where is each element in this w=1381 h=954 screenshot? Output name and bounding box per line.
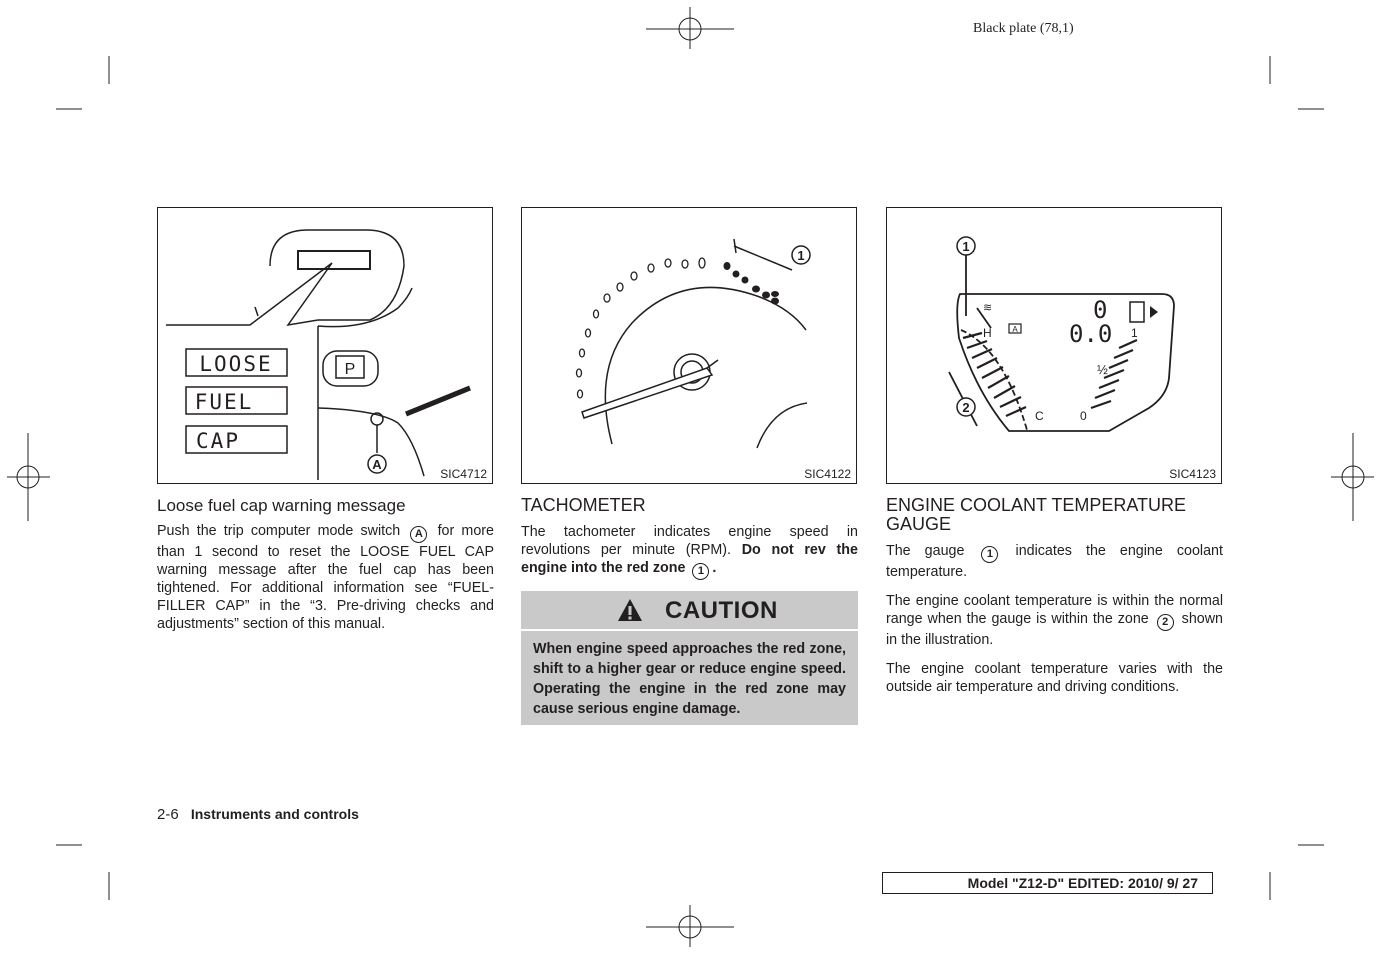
caution-header <box>521 591 858 629</box>
fuel-half-label: ½ <box>1097 362 1108 377</box>
digit-top: 0 <box>1093 296 1108 324</box>
section-loose-fuel-cap <box>157 496 494 644</box>
callout-2: 2 <box>962 400 970 415</box>
caution-body: When engine speed approaches the red zone, shift to a higher gear or reduce engine speed. Operating the engine in the red zone may cause serious engine damage. <box>521 631 858 725</box>
zone-ref: 2 <box>1157 614 1174 631</box>
callout-1: 1 <box>797 248 805 263</box>
caution-title: CAUTION <box>665 597 778 624</box>
digit-bottom: 0.0 <box>1069 320 1113 348</box>
red-zone-ref: 1 <box>692 563 709 580</box>
figure-code: SIC4712 <box>440 467 487 481</box>
page-footer <box>157 806 359 823</box>
tachometer-illustration <box>522 208 858 485</box>
figure-code: SIC4122 <box>804 467 851 481</box>
red-zone-dots <box>724 262 780 305</box>
display-cap: CAP <box>196 429 240 453</box>
coolant-paragraph-2: The engine coolant temperature is within the normal range when the gauge is within the zone 2 shown in the illustration. <box>886 593 1223 648</box>
coolant-temp-icon: ≋ <box>983 302 993 314</box>
display-loose: LOOSE <box>199 352 273 376</box>
temp-cold-label: C <box>1035 409 1044 423</box>
gauge-ref: 1 <box>981 546 998 563</box>
section-title: TACHOMETER <box>521 495 646 515</box>
coolant-gauge-illustration <box>887 208 1223 485</box>
coolant-paragraph-3: The engine coolant temperature varies with the outside air temperature and driving conditions. <box>886 661 1223 695</box>
section-title: ENGINE COOLANT TEMPERATURE GAUGE <box>886 495 1187 534</box>
callout-a: A <box>372 457 382 472</box>
section-tachometer <box>521 496 858 725</box>
chapter-title: Instruments and controls <box>190 806 359 822</box>
tachometer-paragraph: The tachometer indicates engine speed in revolutions per minute (RPM). Do not rev the engine into the red zone 1 . <box>521 523 858 580</box>
section-coolant <box>886 496 1223 707</box>
gear-symbol: P <box>344 361 356 378</box>
loose-cap-illustration <box>158 208 494 485</box>
fuel-empty-label: 0 <box>1080 409 1087 423</box>
plate-label: Black plate (78,1) <box>973 21 1074 36</box>
display-fuel: FUEL <box>194 390 254 414</box>
model-edited-box: Model "Z12-D" EDITED: 2010/ 9/ 27 <box>882 872 1213 894</box>
section-title: Loose fuel cap warning message <box>157 496 406 515</box>
coolant-paragraph-1: The gauge 1 indicates the engine coolant temperature. <box>886 543 1223 580</box>
figure-tachometer <box>521 207 857 484</box>
figure-code: SIC4123 <box>1169 467 1216 481</box>
switch-a-ref: A <box>410 526 427 543</box>
figure-loose-fuel-cap <box>157 207 493 484</box>
callout-1: 1 <box>962 239 970 254</box>
fuel-pump-icon <box>1130 302 1144 322</box>
loose-cap-paragraph: Push the trip computer mode switch A for more than 1 second to reset the LOOSE FUEL CAP warning message after the fuel cap has been tightened. For additional information see “FUEL-FILLER CAP” in the “3. Pre-driving checks and adjustments” section of this manual. <box>157 523 494 632</box>
auto-label: A <box>1012 325 1018 334</box>
warning-icon <box>617 598 643 622</box>
temp-hot-label: H <box>983 326 992 340</box>
figure-coolant-gauge <box>886 207 1222 484</box>
page-number: 2-6 <box>157 806 179 823</box>
fuel-full-label: 1 <box>1131 326 1138 340</box>
